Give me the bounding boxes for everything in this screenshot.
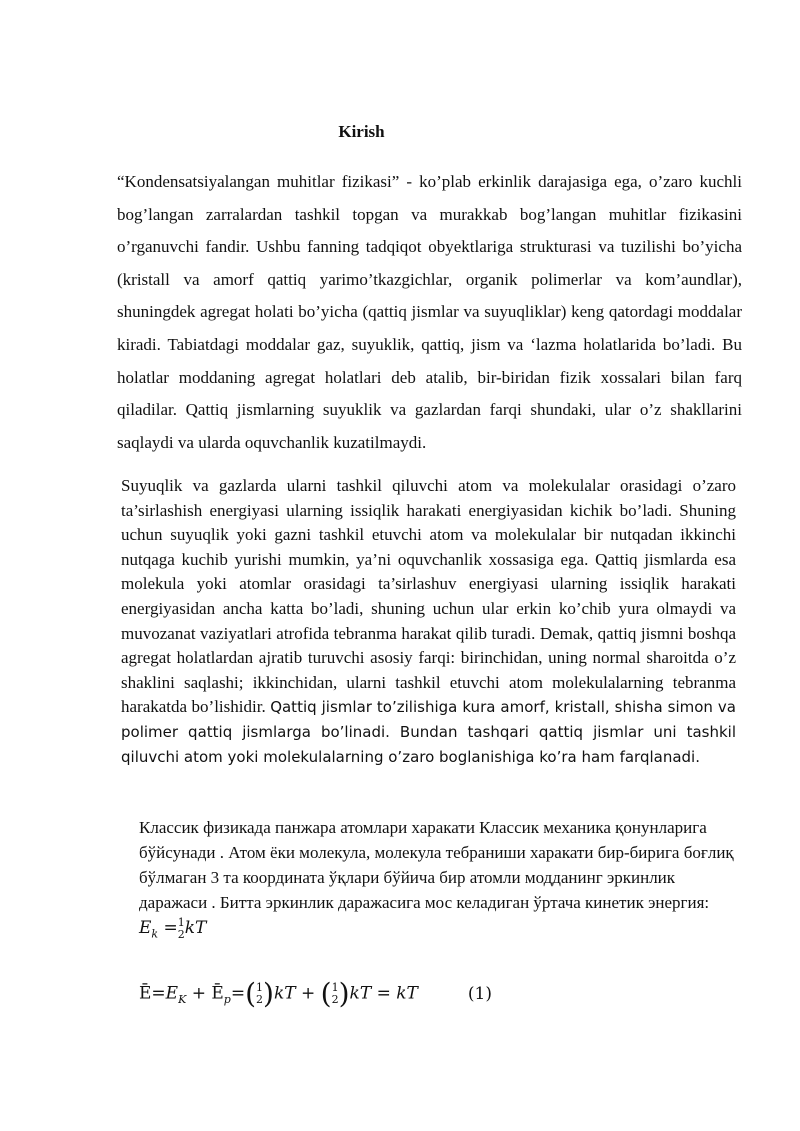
energy-equation: $Ē=E_K$ + $Ē_p=$( 1 2 )kT + ( 1 2 )kT = kT (1) [139,977,492,1010]
equation-number: (1) [467,983,492,1004]
fraction: 1 2 [256,981,264,1006]
solid-state-paragraph-sans: Qattiq jismlar to’zilishiga kura amorf, kristall, shisha simon va polimer qattiq jismlarga bo’linadi. Bundan tashqari qattiq jismlar uni tashkil qiluvchi atom yoki molekulalarning o’zaro boglanishiga ko’ra ham farqlanadi. [121,698,736,766]
cyrillic-paragraph-text: Классик физикада панжара атомлари харакати Классик механика қонунларига бўйсунади . Атом ёки молекула, молекула тебраниши харакати бир-бирига боғлиқ бўлмаган 3 та координата ўқлари бўйича бир атомли модданинг эркинлик даражаси . Битта эркинлик даражасига мос келадиган ўртача кинетик энергия: [139,818,734,912]
solid-state-paragraph [121,474,736,769]
cyrillic-paragraph [139,815,744,946]
fraction: 1 2 [331,981,339,1006]
intro-paragraph: “Kondensatsiyalangan muhitlar fizikasi” - ko’plab erkinlik darajasiga ega, o’zaro kuchli bog’langan zarralardan tashkil topgan va murakkab bog’langan muhitlar fizikasini o’rganuvchi fandir. Ushbu fanning tadqiqot obyektlariga strukturasi va tuzilishi bo’yicha (kristall va amorf qattiq yarimo’tkazgichlar, organik polimerlar va kom’aundlar), shuningdek agregat holati bo’yicha (qattiq jismlar va suyuqliklar) keng qatordagi moddalar kiradi. Tabiatdagi moddalar gaz, suyuklik, qattiq, jism va ‘lazma holatlarida bo’ladi. Bu holatlar moddaning agregat holatlari deb atalib, bir-biridan fizik xossalari bilan farq qiladilar. Qattiq jismlarning suyuklik va gazlardan farqi shundaki, ular o’z shakllarini saqlaydi va ularda oquvchanlik kuzatilmaydi. [117,172,742,452]
section-title: Kirish [338,122,385,141]
solid-state-paragraph-serif: Suyuqlik va gazlarda ularni tashkil qiluvchi atom va molekulalar orasidagi o’zaro ta’sirlashish energiyasi ularning issiqlik harakati energiyasidan kichik bo’ladi. Shuning uchun suyuqlik yoki gazni tashkil etuvchi atom va molekulalar bir nutqadan ikkinchi nutqaga kuchib yurishi mumkin, ya’ni oquvchanlik xossasiga ega. Qattiq jismlarda esa molekula yoki atomlar orasidagi ta’sirlashuv energiyasi ularning issiqlik harakati energiyasidan ancha katta bo’ladi, shuning uchun ular erkin ko’chib yura olmaydi va muvozanat vaziyatlari atrofida tebranma harakat qilib turadi. Demak, qattiq jismni boshqa agregat holatlardan ajratib turuvchi asosiy farqi: birinchidan, uning normal sharoitda o’z shaklini saqlashi; ikkinchidan, ularni tashkil etuvchi atom molekulalarning tebranma harakatda bo’lishidir. [121,476,736,717]
fraction: 1 2 [177,915,185,941]
kinetic-energy-formula: $E_k$ = 1 2 kT [139,915,207,941]
